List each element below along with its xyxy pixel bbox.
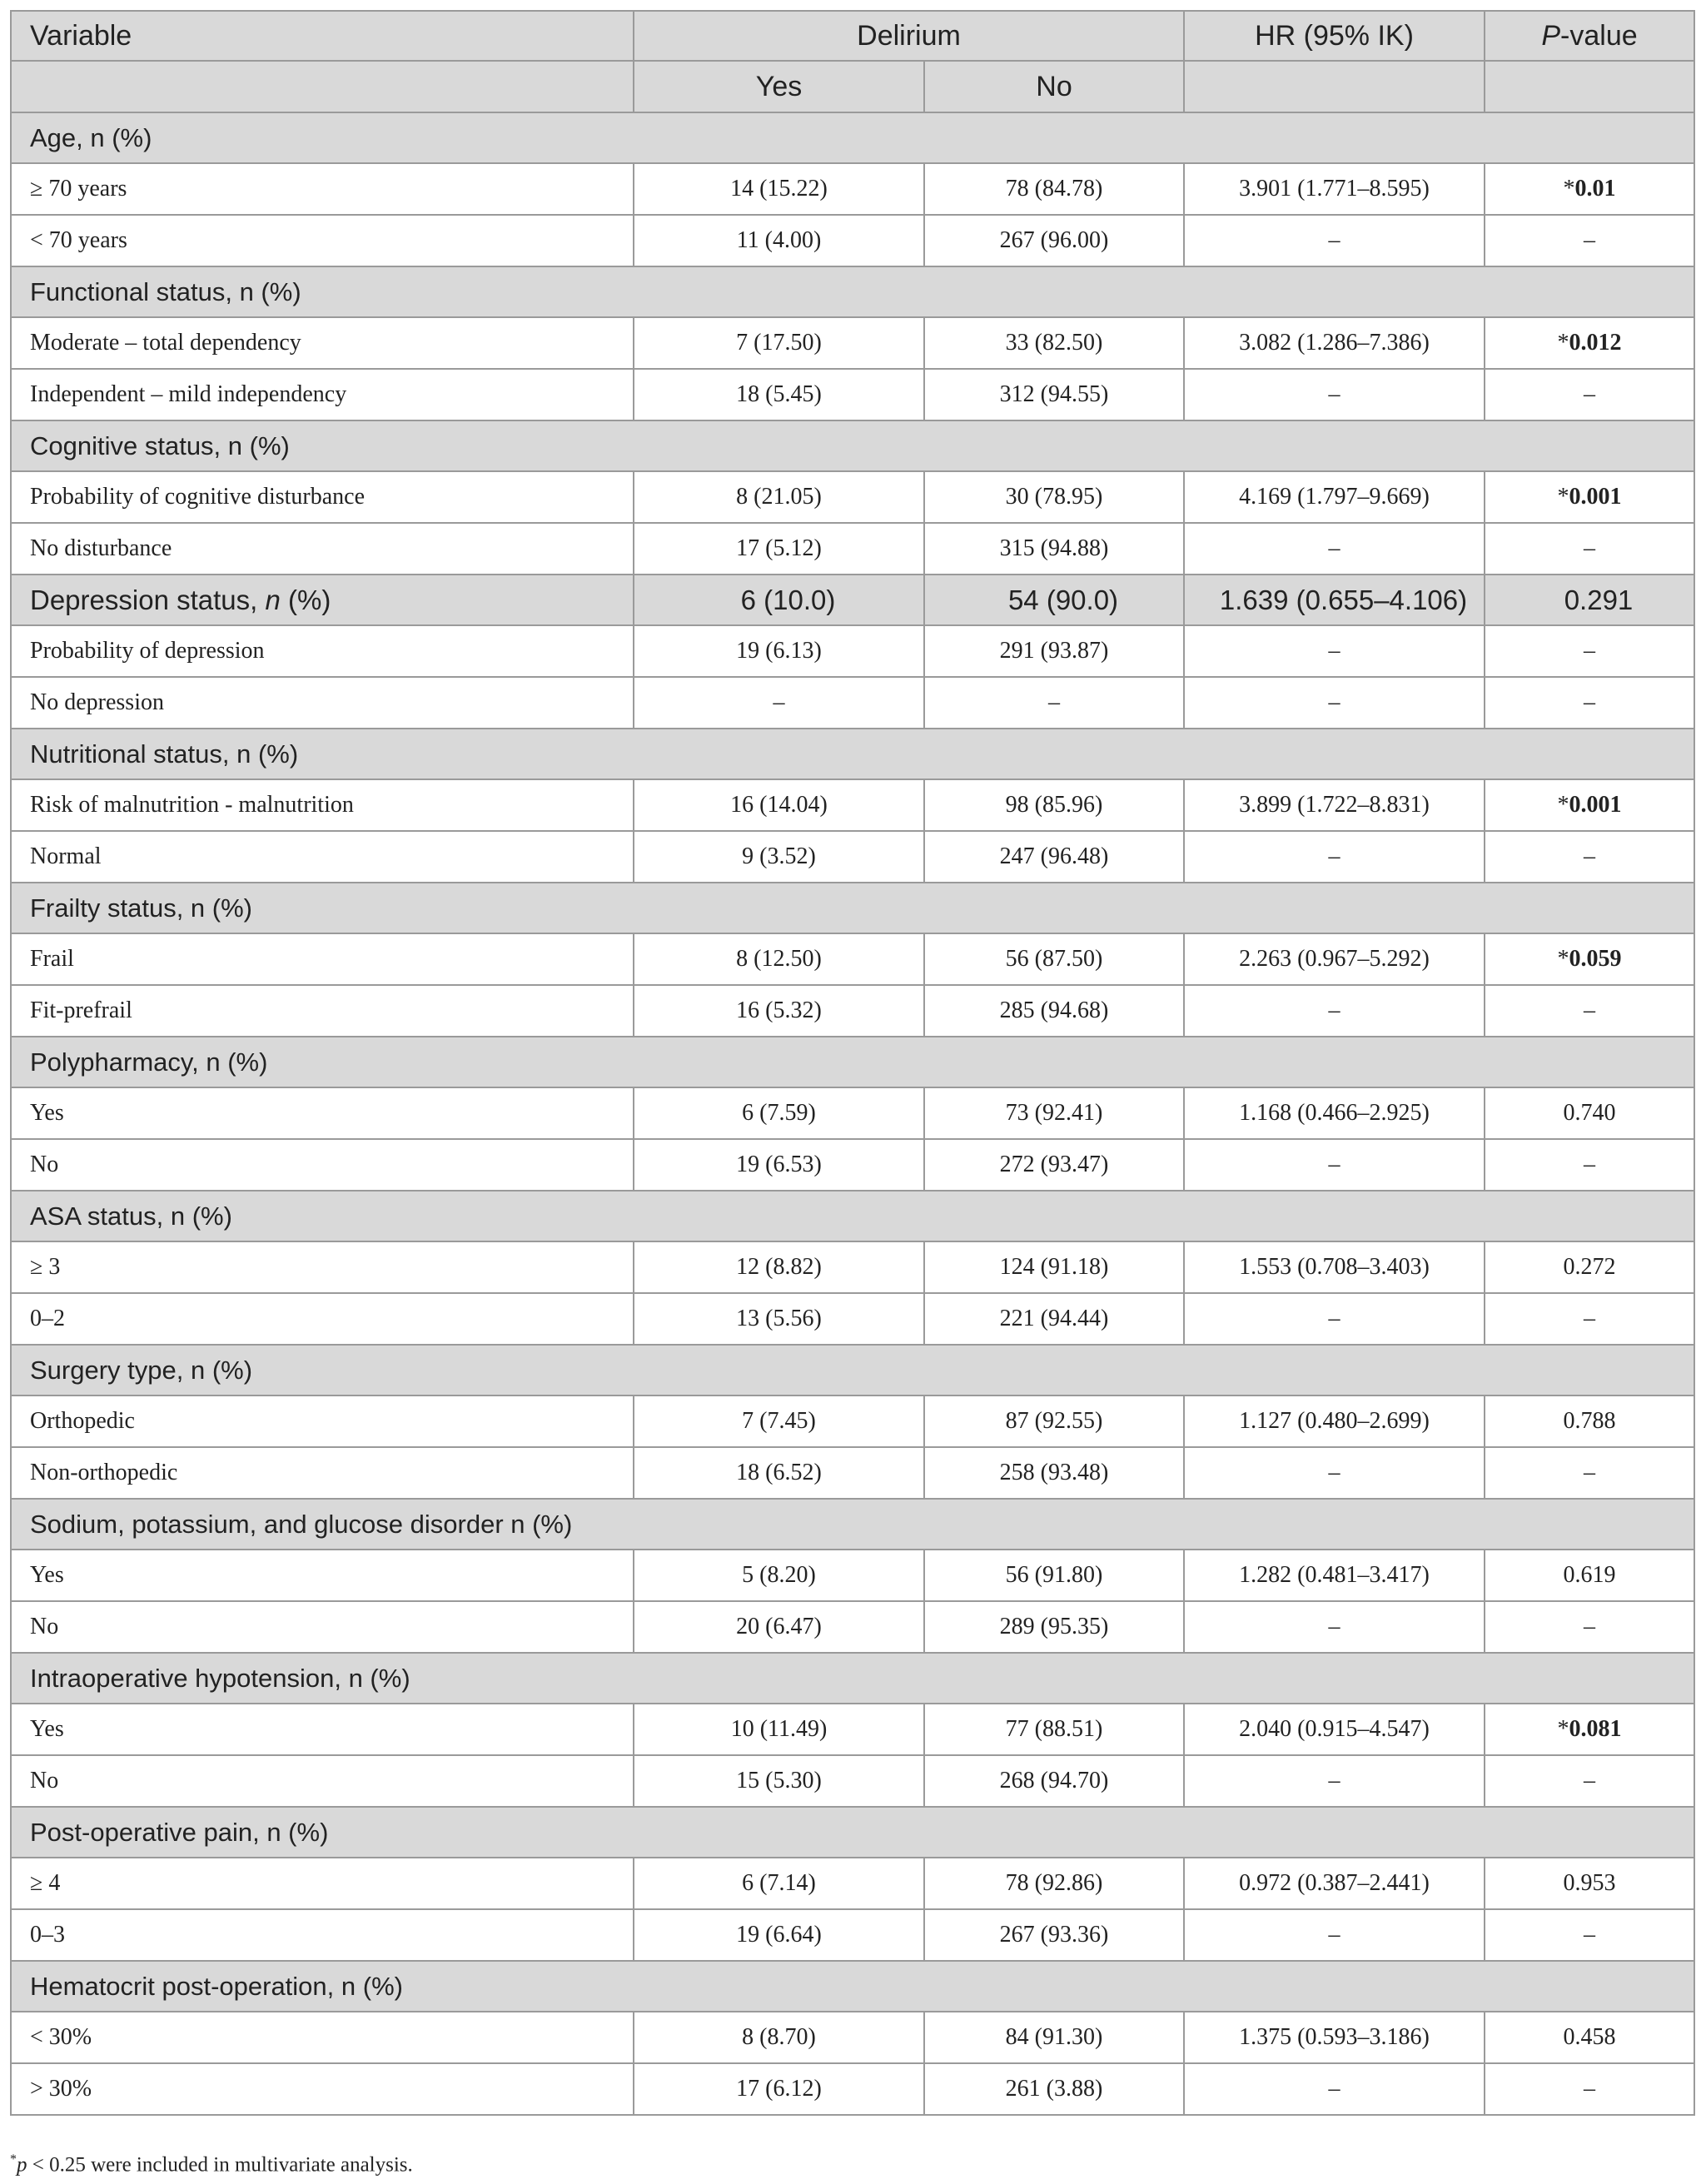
p-value-text: – — [1584, 381, 1595, 407]
section-header-row — [11, 575, 1694, 625]
section-title: Cognitive status, n (%) — [11, 420, 1694, 471]
table-row — [11, 1293, 1694, 1345]
section-p-cell: 0.291 — [1485, 575, 1694, 625]
p-value-cell — [1485, 471, 1694, 523]
p-value-cell — [1485, 677, 1694, 729]
row-label: No — [11, 1601, 634, 1653]
p-value-cell — [1485, 1293, 1694, 1345]
hr-cell: 3.082 (1.286–7.386) — [1184, 317, 1485, 369]
section-title: Age, n (%) — [11, 112, 1694, 163]
section-header-row — [11, 1961, 1694, 2012]
section-header-row — [11, 1345, 1694, 1395]
table-row — [11, 677, 1694, 729]
p-value-text: 0.081 — [1569, 1716, 1622, 1742]
delirium-no-cell: 312 (94.55) — [924, 369, 1184, 420]
delirium-no-cell: 267 (96.00) — [924, 215, 1184, 266]
header-empty — [11, 61, 634, 112]
table-row — [11, 1909, 1694, 1961]
p-value-text: 0.001 — [1569, 484, 1622, 510]
p-value-text: 0.272 — [1563, 1254, 1616, 1280]
section-title: Sodium, potassium, and glucose disorder n (%) — [11, 1499, 1694, 1550]
p-value-cell — [1485, 1087, 1694, 1139]
delirium-yes-cell: 19 (6.13) — [634, 625, 924, 677]
hr-cell: 3.899 (1.722–8.831) — [1184, 779, 1485, 831]
delirium-yes-cell: 9 (3.52) — [634, 831, 924, 883]
row-label: 0–2 — [11, 1293, 634, 1345]
p-value-text: – — [1584, 1460, 1595, 1485]
hr-cell: 2.263 (0.967–5.292) — [1184, 933, 1485, 985]
table-row — [11, 1858, 1694, 1909]
row-label: 0–3 — [11, 1909, 634, 1961]
row-label: Independent – mild independency — [11, 369, 634, 420]
p-value-cell — [1485, 625, 1694, 677]
table-row — [11, 933, 1694, 985]
section-title: Intraoperative hypotension, n (%) — [11, 1653, 1694, 1704]
header-p-value — [1485, 11, 1694, 61]
p-value-text: 0.458 — [1563, 2024, 1616, 2050]
header-yes: Yes — [634, 61, 924, 112]
p-value-cell — [1485, 1755, 1694, 1807]
p-value-text: – — [1584, 227, 1595, 253]
p-value-cell — [1485, 1241, 1694, 1293]
delirium-yes-cell: 12 (8.82) — [634, 1241, 924, 1293]
table-row — [11, 2063, 1694, 2115]
delirium-yes-cell: 8 (12.50) — [634, 933, 924, 985]
p-value-text: – — [1584, 1614, 1595, 1639]
section-header-row — [11, 1653, 1694, 1704]
delirium-no-cell: 247 (96.48) — [924, 831, 1184, 883]
section-hr-cell: 1.639 (0.655–4.106) — [1184, 575, 1485, 625]
p-value-cell — [1485, 2063, 1694, 2115]
row-label: Moderate – total dependency — [11, 317, 634, 369]
hr-cell: – — [1184, 677, 1485, 729]
significance-marker: * — [1557, 330, 1569, 356]
hr-cell: 1.282 (0.481–3.417) — [1184, 1550, 1485, 1601]
hr-cell: – — [1184, 1293, 1485, 1345]
table-row — [11, 369, 1694, 420]
p-value-text: 0.01 — [1574, 176, 1616, 201]
delirium-no-cell: – — [924, 677, 1184, 729]
delirium-yes-cell: 13 (5.56) — [634, 1293, 924, 1345]
table-body — [11, 112, 1694, 2115]
table-row — [11, 1139, 1694, 1191]
section-title: Polypharmacy, n (%) — [11, 1037, 1694, 1087]
table-row — [11, 1447, 1694, 1499]
row-label: ≥ 70 years — [11, 163, 634, 215]
results-table-container — [10, 10, 1694, 2116]
delirium-yes-cell: 16 (5.32) — [634, 985, 924, 1037]
hr-cell: 2.040 (0.915–4.547) — [1184, 1704, 1485, 1755]
delirium-no-cell: 78 (84.78) — [924, 163, 1184, 215]
footnote-marker: * — [10, 2152, 17, 2167]
section-title-pre: Depression status, — [30, 584, 266, 615]
row-label: ≥ 4 — [11, 1858, 634, 1909]
delirium-no-cell: 77 (88.51) — [924, 1704, 1184, 1755]
delirium-no-cell: 30 (78.95) — [924, 471, 1184, 523]
section-header-row — [11, 266, 1694, 317]
delirium-no-cell: 267 (93.36) — [924, 1909, 1184, 1961]
significance-marker: * — [1557, 484, 1569, 510]
p-value-cell — [1485, 163, 1694, 215]
delirium-no-cell: 56 (87.50) — [924, 933, 1184, 985]
table-footnote — [10, 2152, 413, 2177]
delirium-yes-cell: 17 (6.12) — [634, 2063, 924, 2115]
row-label: No disturbance — [11, 523, 634, 575]
table-row — [11, 1704, 1694, 1755]
row-label: Normal — [11, 831, 634, 883]
significance-marker: * — [1557, 946, 1569, 972]
footnote-italic: p — [17, 2153, 27, 2177]
section-title: Frailty status, n (%) — [11, 883, 1694, 933]
section-title: Nutritional status, n (%) — [11, 729, 1694, 779]
header-empty — [1485, 61, 1694, 112]
delirium-no-cell: 221 (94.44) — [924, 1293, 1184, 1345]
section-header-row — [11, 729, 1694, 779]
section-title-italic: n — [265, 584, 281, 615]
p-value-cell — [1485, 831, 1694, 883]
p-value-cell — [1485, 1601, 1694, 1653]
header-delirium: Delirium — [634, 11, 1184, 61]
row-label: Yes — [11, 1087, 634, 1139]
hr-cell: – — [1184, 2063, 1485, 2115]
p-value-text: 0.788 — [1563, 1408, 1616, 1434]
delirium-no-cell: 285 (94.68) — [924, 985, 1184, 1037]
delirium-no-cell: 272 (93.47) — [924, 1139, 1184, 1191]
hr-cell: – — [1184, 1139, 1485, 1191]
table-row — [11, 523, 1694, 575]
hr-cell: 3.901 (1.771–8.595) — [1184, 163, 1485, 215]
p-value-cell — [1485, 1550, 1694, 1601]
delirium-no-cell: 124 (91.18) — [924, 1241, 1184, 1293]
p-value-cell — [1485, 779, 1694, 831]
hr-cell: – — [1184, 985, 1485, 1037]
p-value-cell — [1485, 369, 1694, 420]
table-row — [11, 625, 1694, 677]
section-title: ASA status, n (%) — [11, 1191, 1694, 1241]
delirium-no-cell: 268 (94.70) — [924, 1755, 1184, 1807]
delirium-yes-cell: 10 (11.49) — [634, 1704, 924, 1755]
hr-cell: – — [1184, 1909, 1485, 1961]
p-value-text: – — [1584, 689, 1595, 715]
section-header-row — [11, 1191, 1694, 1241]
p-value-text: – — [1584, 1922, 1595, 1948]
header-hr: HR (95% IK) — [1184, 11, 1485, 61]
section-header-row — [11, 1807, 1694, 1858]
p-value-cell — [1485, 1858, 1694, 1909]
delirium-yes-cell: – — [634, 677, 924, 729]
row-label: No — [11, 1139, 634, 1191]
header-p-rest: -value — [1560, 19, 1638, 52]
row-label: Risk of malnutrition - malnutrition — [11, 779, 634, 831]
delirium-yes-cell: 15 (5.30) — [634, 1755, 924, 1807]
delirium-no-cell: 73 (92.41) — [924, 1087, 1184, 1139]
table-row — [11, 831, 1694, 883]
delirium-no-cell: 78 (92.86) — [924, 1858, 1184, 1909]
table-row — [11, 1087, 1694, 1139]
row-label: No — [11, 1755, 634, 1807]
section-header-row — [11, 112, 1694, 163]
hr-cell: – — [1184, 1755, 1485, 1807]
p-value-cell — [1485, 2012, 1694, 2063]
section-header-row — [11, 420, 1694, 471]
p-value-cell — [1485, 523, 1694, 575]
p-value-text: – — [1584, 1768, 1595, 1793]
delirium-yes-cell: 6 (7.59) — [634, 1087, 924, 1139]
section-title — [11, 575, 634, 625]
table-row — [11, 1601, 1694, 1653]
header-no: No — [924, 61, 1184, 112]
delirium-yes-cell: 19 (6.53) — [634, 1139, 924, 1191]
p-value-text: 0.740 — [1563, 1100, 1616, 1126]
table-row — [11, 2012, 1694, 2063]
delirium-no-cell: 258 (93.48) — [924, 1447, 1184, 1499]
p-value-text: – — [1584, 638, 1595, 664]
delirium-yes-cell: 5 (8.20) — [634, 1550, 924, 1601]
p-value-cell — [1485, 317, 1694, 369]
significance-marker: * — [1563, 176, 1575, 201]
p-value-text: 0.012 — [1569, 330, 1622, 356]
hr-cell: – — [1184, 523, 1485, 575]
section-header-row — [11, 1037, 1694, 1087]
row-label: Orthopedic — [11, 1395, 634, 1447]
hr-cell: 4.169 (1.797–9.669) — [1184, 471, 1485, 523]
p-value-text: – — [1584, 2076, 1595, 2102]
row-label: > 30% — [11, 2063, 634, 2115]
delirium-no-cell: 84 (91.30) — [924, 2012, 1184, 2063]
delirium-no-cell: 56 (91.80) — [924, 1550, 1184, 1601]
delirium-no-cell: 33 (82.50) — [924, 317, 1184, 369]
row-label: Probability of cognitive disturbance — [11, 471, 634, 523]
table-row — [11, 779, 1694, 831]
p-value-cell — [1485, 1395, 1694, 1447]
p-value-text: 0.619 — [1563, 1562, 1616, 1588]
hr-cell: – — [1184, 831, 1485, 883]
p-value-text: 0.059 — [1569, 946, 1622, 972]
p-value-text: – — [1584, 997, 1595, 1023]
table-row — [11, 1550, 1694, 1601]
section-title-post: (%) — [280, 584, 331, 615]
row-label: < 70 years — [11, 215, 634, 266]
p-value-cell — [1485, 933, 1694, 985]
delirium-risk-table — [10, 10, 1695, 2116]
p-value-cell — [1485, 1704, 1694, 1755]
section-title: Functional status, n (%) — [11, 266, 1694, 317]
table-row — [11, 163, 1694, 215]
p-value-cell — [1485, 1447, 1694, 1499]
delirium-yes-cell: 6 (7.14) — [634, 1858, 924, 1909]
hr-cell: 0.972 (0.387–2.441) — [1184, 1858, 1485, 1909]
delirium-yes-cell: 17 (5.12) — [634, 523, 924, 575]
section-title: Surgery type, n (%) — [11, 1345, 1694, 1395]
section-header-row — [11, 1499, 1694, 1550]
delirium-yes-cell: 14 (15.22) — [634, 163, 924, 215]
delirium-yes-cell: 8 (21.05) — [634, 471, 924, 523]
delirium-no-cell: 261 (3.88) — [924, 2063, 1184, 2115]
p-value-cell — [1485, 215, 1694, 266]
section-header-row — [11, 883, 1694, 933]
delirium-no-cell: 289 (95.35) — [924, 1601, 1184, 1653]
table-row — [11, 471, 1694, 523]
header-p-italic: P — [1541, 19, 1561, 52]
p-value-cell — [1485, 1139, 1694, 1191]
delirium-no-cell: 87 (92.55) — [924, 1395, 1184, 1447]
hr-cell: 1.553 (0.708–3.403) — [1184, 1241, 1485, 1293]
row-label: Frail — [11, 933, 634, 985]
table-row — [11, 985, 1694, 1037]
significance-marker: * — [1557, 792, 1569, 818]
header-variable: Variable — [11, 11, 634, 61]
footnote-text: < 0.25 were included in multivariate analysis. — [27, 2153, 413, 2177]
hr-cell: – — [1184, 369, 1485, 420]
table-row — [11, 317, 1694, 369]
delirium-yes-cell: 20 (6.47) — [634, 1601, 924, 1653]
p-value-cell — [1485, 985, 1694, 1037]
p-value-text: – — [1584, 1152, 1595, 1177]
delirium-yes-cell: 19 (6.64) — [634, 1909, 924, 1961]
delirium-yes-cell: 8 (8.70) — [634, 2012, 924, 2063]
significance-marker: * — [1557, 1716, 1569, 1742]
hr-cell: – — [1184, 1601, 1485, 1653]
section-yes-cell: 6 (10.0) — [634, 575, 924, 625]
delirium-yes-cell: 16 (14.04) — [634, 779, 924, 831]
p-value-text: 0.001 — [1569, 792, 1622, 818]
row-label: Probability of depression — [11, 625, 634, 677]
delirium-no-cell: 291 (93.87) — [924, 625, 1184, 677]
hr-cell: – — [1184, 215, 1485, 266]
table-row — [11, 1241, 1694, 1293]
hr-cell: 1.375 (0.593–3.186) — [1184, 2012, 1485, 2063]
header-empty — [1184, 61, 1485, 112]
row-label: No depression — [11, 677, 634, 729]
row-label: Non-orthopedic — [11, 1447, 634, 1499]
section-no-cell: 54 (90.0) — [924, 575, 1184, 625]
table-row — [11, 1755, 1694, 1807]
hr-cell: 1.127 (0.480–2.699) — [1184, 1395, 1485, 1447]
hr-cell: – — [1184, 1447, 1485, 1499]
delirium-no-cell: 315 (94.88) — [924, 523, 1184, 575]
section-title: Post-operative pain, n (%) — [11, 1807, 1694, 1858]
p-value-text: 0.953 — [1563, 1870, 1616, 1896]
row-label: < 30% — [11, 2012, 634, 2063]
table-row — [11, 215, 1694, 266]
row-label: Yes — [11, 1550, 634, 1601]
p-value-cell — [1485, 1909, 1694, 1961]
p-value-text: – — [1584, 843, 1595, 869]
delirium-yes-cell: 7 (17.50) — [634, 317, 924, 369]
delirium-no-cell: 98 (85.96) — [924, 779, 1184, 831]
p-value-text: – — [1584, 1306, 1595, 1331]
delirium-yes-cell: 11 (4.00) — [634, 215, 924, 266]
row-label: ≥ 3 — [11, 1241, 634, 1293]
row-label: Yes — [11, 1704, 634, 1755]
p-value-text: – — [1584, 535, 1595, 561]
hr-cell: – — [1184, 625, 1485, 677]
delirium-yes-cell: 18 (6.52) — [634, 1447, 924, 1499]
table-row — [11, 1395, 1694, 1447]
section-title: Hematocrit post-operation, n (%) — [11, 1961, 1694, 2012]
row-label: Fit-prefrail — [11, 985, 634, 1037]
delirium-yes-cell: 7 (7.45) — [634, 1395, 924, 1447]
hr-cell: 1.168 (0.466–2.925) — [1184, 1087, 1485, 1139]
delirium-yes-cell: 18 (5.45) — [634, 369, 924, 420]
